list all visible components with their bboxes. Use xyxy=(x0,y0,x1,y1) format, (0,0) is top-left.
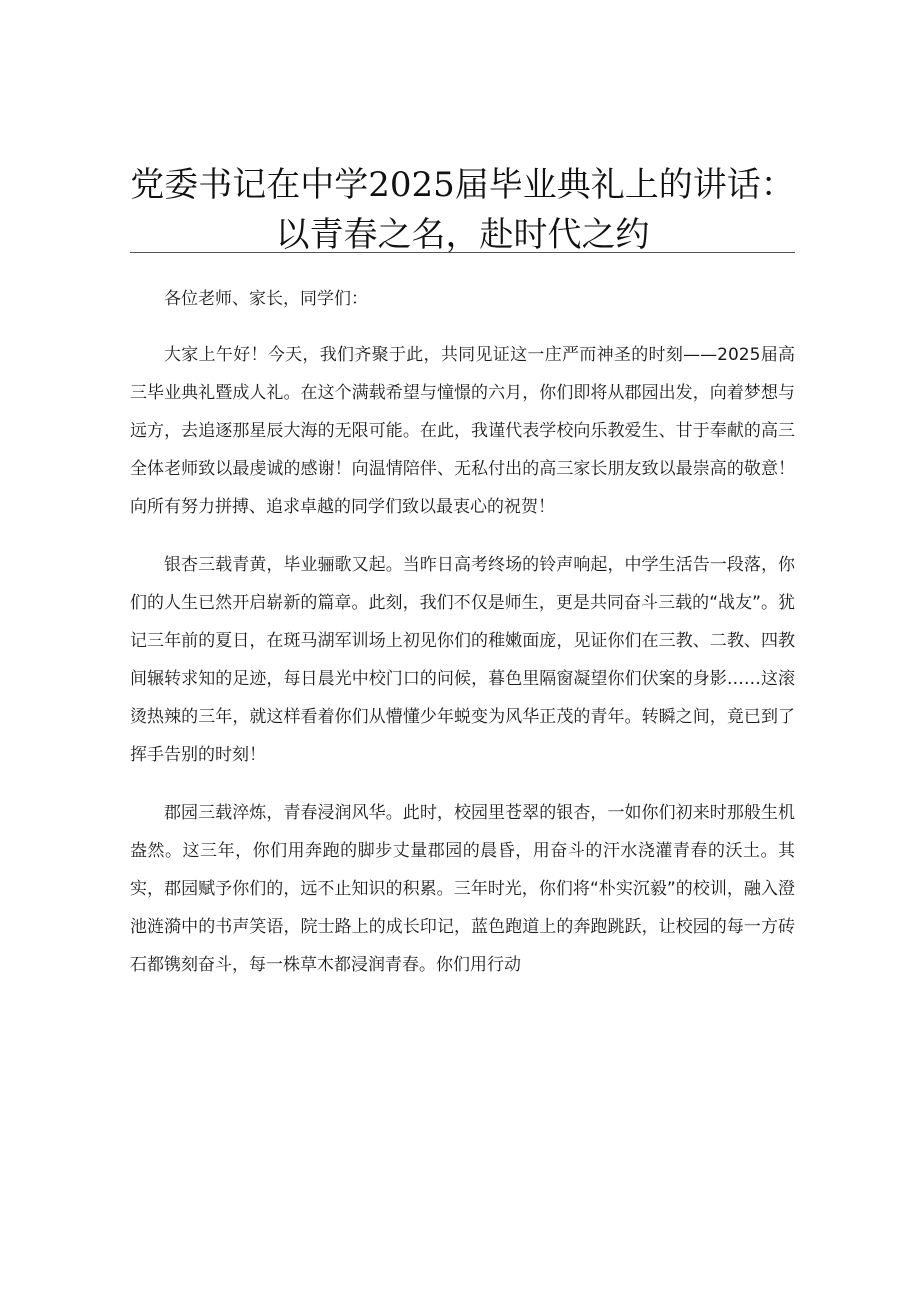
greeting-paragraph: 各位老师、家长，同学们： xyxy=(164,289,368,309)
body-paragraph: 郡园三载淬炼，青春浸润风华。此时，校园里苍翠的银杏，一如你们初来时那般生机盎然。这三年，你们用奔跑的脚步丈量郡园的晨昏，用奋斗的汗水浇灌青春的沃土。其实，郡园赋予你们的，远不止知识的积累。三年时光，你们将“朴实沉毅”的校训，融入澄池涟漪中的书声笑语，院士路上的成长印记，蓝色跑道上的奔跑跳跃，让校园的每一方砖石都镌刻奋斗，每一株草木都浸润青春。你们用行动 xyxy=(130,803,795,975)
document-body xyxy=(130,280,795,1004)
document-title: 党委书记在中学2025届毕业典礼上的讲话：以青春之名，赴时代之约 xyxy=(130,165,795,255)
title-divider xyxy=(130,252,795,253)
body-paragraph: 银杏三载青黄，毕业骊歌又起。当昨日高考终场的铃声响起，中学生活告一段落，你们的人生已然开启崭新的篇章。此刻，我们不仅是师生，更是共同奋斗三载的“战友”。犹记三年前的夏日，在斑马湖军训场上初见你们的稚嫩面庞，见证你们在三教、二教、四教间辗转求知的足迹，每日晨光中校门口的问候，暮色里隔窗凝望你们伏案的身影……这滚烫热辣的三年，就这样看着你们从懵懂少年蜕变为风华正茂的青年。转瞬之间，竟已到了挥手告别的时刻！ xyxy=(130,555,795,765)
body-paragraph: 大家上午好！今天，我们齐聚于此，共同见证这一庄严而神圣的时刻——2025届高三毕业典礼暨成人礼。在这个满载希望与憧憬的六月，你们即将从郡园出发，向着梦想与远方，去追逐那星辰大海的无限可能。在此，我谨代表学校向乐教爱生、甘于奉献的高三全体老师致以最虔诚的感谢！向温情陪伴、无私付出的高三家长朋友致以最崇高的敬意！向所有努力拼搏、追求卓越的同学们致以最衷心的祝贺！ xyxy=(130,345,795,517)
